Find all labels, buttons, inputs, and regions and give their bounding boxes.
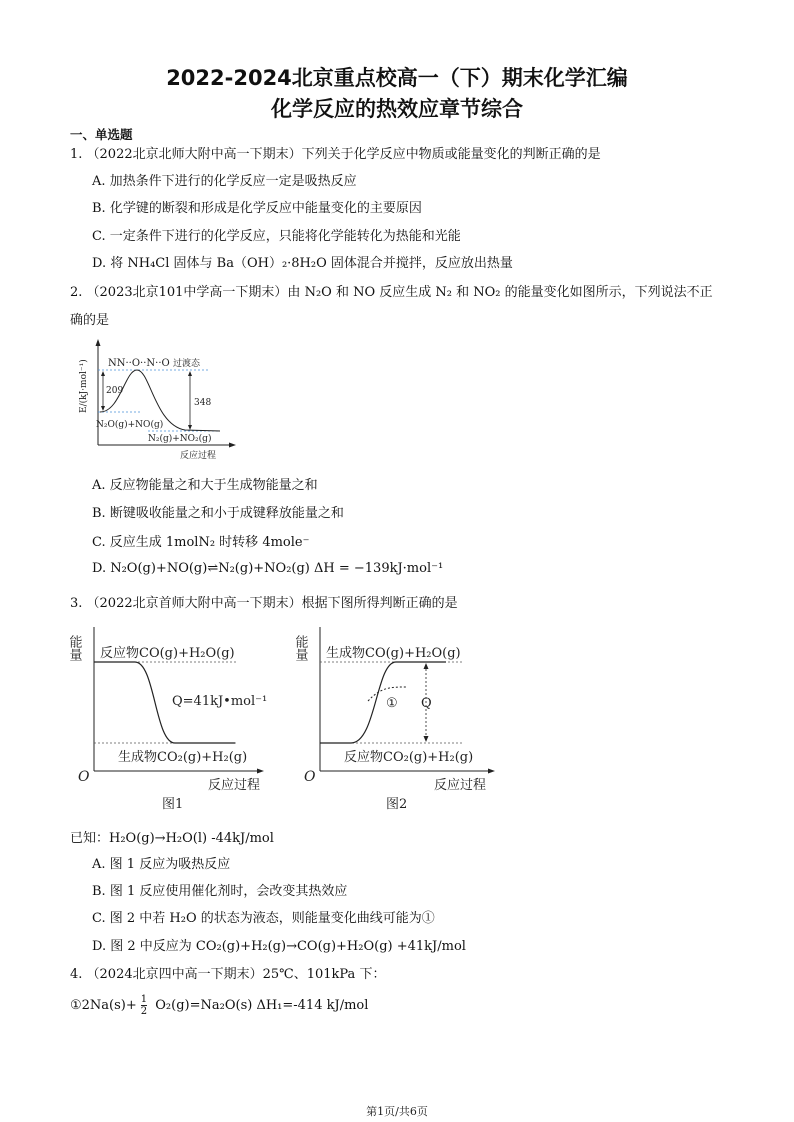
reactant-label: N₂O(g)+NO(g) (96, 420, 164, 430)
question-3-known: 已知：H₂O(g)→H₂O(l) -44kJ/mol (70, 831, 274, 846)
question-3-option-a: A. 图 1 反应为吸热反应 (92, 857, 231, 872)
x-axis-label: 反应过程 (434, 778, 487, 793)
reactant-label: 反应物CO(g)+H₂O(g) (100, 646, 235, 661)
reactant-label: 反应物CO₂(g)+H₂(g) (344, 750, 474, 765)
y-axis-label: 能量 (292, 635, 308, 661)
fraction-numerator: 1 (140, 994, 148, 1005)
enthalpy-change-value: 348 (194, 398, 212, 408)
question-2-stem-line2: 确的是 (70, 313, 110, 328)
origin-label: O (304, 769, 316, 785)
dh-arrow-head-top (188, 371, 192, 376)
product-label: 生成物CO₂(g)+H₂(g) (118, 750, 248, 765)
origin-label: O (78, 769, 90, 785)
x-axis-arrow (229, 443, 236, 448)
question-1-option-b: B. 化学键的断裂和形成是化学反应中能量变化的主要原因 (92, 201, 422, 216)
y-axis-label: E/(kJ·mol⁻¹) (79, 359, 89, 413)
question-1-option-a: A. 加热条件下进行的化学反应一定是吸热反应 (92, 174, 357, 189)
ea-arrow-head-top (101, 371, 105, 376)
question-3-figure-1 (66, 615, 270, 815)
question-3-option-d: D. 图 2 中反应为 CO₂(g)+H₂(g)→CO(g)+H₂O(g) +41kJ/mol (92, 939, 466, 954)
question-3-option-b: B. 图 1 反应使用催化剂时，会改变其热效应 (92, 884, 348, 899)
question-3-stem: 3. （2022北京首师大附中高一下期末）根据下图所得判断正确的是 (70, 596, 458, 611)
page-footer: 第1页/共6页 (366, 1105, 428, 1118)
heat-arrow-head-bottom (424, 736, 429, 742)
question-2-energy-diagram (70, 335, 240, 465)
curve-1-label: ① (386, 696, 398, 711)
question-2-stem-line1: 2. （2023北京101中学高一下期末）由 N₂O 和 NO 反应生成 N₂ 和 NO₂ 的能量变化如图所示，下列说法不正 (70, 285, 713, 300)
question-1-stem: 1. （2022北京北师大附中高一下期末）下列关于化学反应中物质或能量变化的判断正确的是 (70, 147, 601, 162)
x-axis-arrow (488, 769, 495, 774)
product-label: N₂(g)+NO₂(g) (148, 434, 212, 444)
equation-1-prefix: ①2Na(s)+ (70, 998, 137, 1013)
question-4-equation-1 (70, 994, 368, 1017)
question-2-option-a: A. 反应物能量之和大于生成物能量之和 (92, 478, 318, 493)
question-2-option-b: B. 断键吸收能量之和小于成键释放能量之和 (92, 506, 344, 521)
equation-1-suffix: O₂(g)=Na₂O(s) ΔH₁=-414 kJ/mol (151, 998, 369, 1013)
y-axis-label: 能量 (66, 635, 82, 661)
question-2-option-d: D. N₂O(g)+NO(g)⇌N₂(g)+NO₂(g) ΔH = −139kJ·mol⁻¹ (92, 561, 444, 576)
question-4-stem: 4. （2024北京四中高一下期末）25℃、101kPa 下： (70, 967, 386, 982)
question-2-option-c: C. 反应生成 1molN₂ 时转移 4mole⁻ (92, 535, 310, 550)
equation-1-fraction (141, 994, 147, 1017)
x-axis-label: 反应过程 (180, 451, 217, 461)
activation-energy-value: 209 (106, 386, 124, 396)
fraction-denominator: 2 (140, 1006, 148, 1017)
figure-caption: 图2 (386, 797, 408, 812)
transition-state-structure: NN··O··N··O (108, 358, 170, 369)
product-label: 生成物CO(g)+H₂O(g) (326, 646, 461, 661)
section-heading: 一、单选题 (70, 127, 133, 142)
dh-arrow-head-bottom (188, 425, 192, 430)
question-3-option-c: C. 图 2 中若 H₂O 的状态为液态，则能量变化曲线可能为① (92, 911, 435, 926)
heat-label: Q (421, 696, 432, 711)
ea-arrow-head-bottom (101, 406, 105, 411)
y-axis-arrow (96, 339, 101, 346)
page-title: 2022-2024北京重点校高一（下）期末化学汇编 (166, 66, 628, 90)
heat-arrow-head-top (424, 663, 429, 669)
x-axis-arrow (257, 769, 264, 774)
question-1-option-c: C. 一定条件下进行的化学反应，只能将化学能转化为热能和光能 (92, 229, 461, 244)
heat-label: Q=41kJ•mol⁻¹ (172, 694, 268, 709)
figure-caption: 图1 (162, 797, 184, 812)
x-axis-label: 反应过程 (208, 778, 261, 793)
page-subtitle: 化学反应的热效应章节综合 (271, 97, 523, 121)
transition-state-label: 过渡态 (173, 359, 201, 369)
question-3-figure-2 (292, 615, 501, 815)
question-1-option-d: D. 将 NH₄Cl 固体与 Ba（OH）₂·8H₂O 固体混合并搅拌，反应放出热量 (92, 256, 513, 271)
